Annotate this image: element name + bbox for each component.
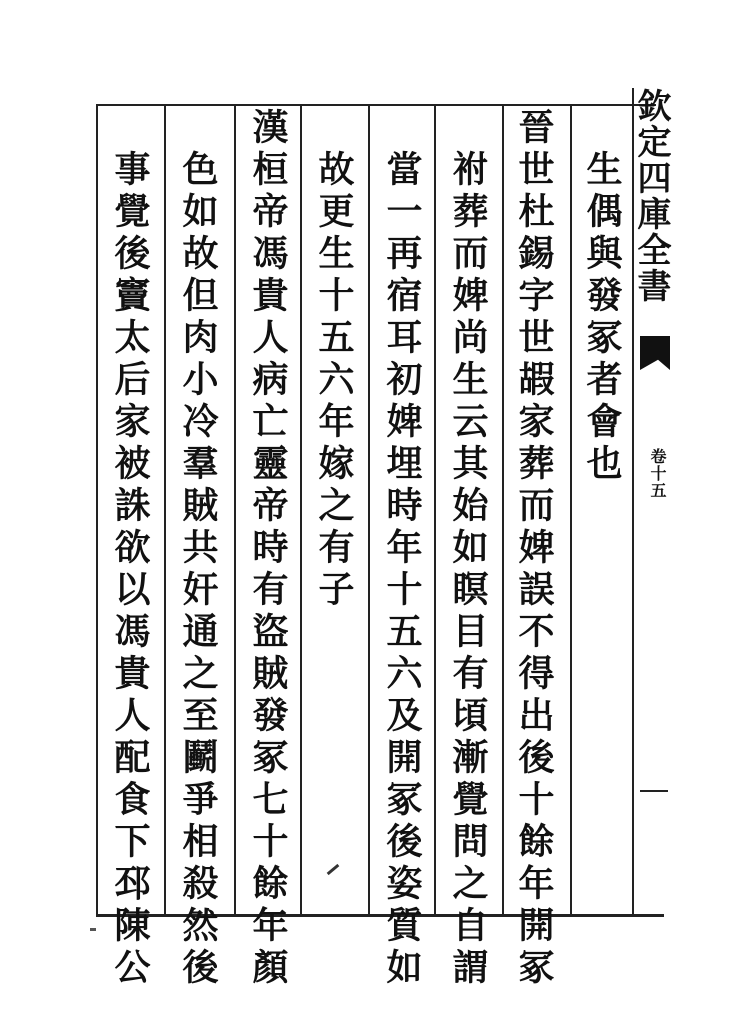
- text-column-1: 生偶與發冢者會也: [581, 150, 623, 486]
- text-column-4: 當一再宿耳初婢埋時年十五六及開冢後姿質如: [381, 150, 423, 990]
- text-column-8: 事覺後竇太后家被誅欲以馮貴人配食下邳陳公: [109, 150, 151, 990]
- text-column-6: 漢桓帝馮貴人病亡靈帝時有盜賊發冢七十餘年顏: [247, 108, 289, 990]
- fishtail-mark: [640, 336, 670, 370]
- book-title: 欽定四庫全書: [631, 88, 671, 304]
- column-rule: [368, 104, 370, 916]
- edge-mark: [90, 928, 96, 931]
- column-rule: [300, 104, 302, 916]
- volume-label: 卷十五: [648, 448, 667, 499]
- column-rule: [96, 104, 98, 916]
- column-rule: [164, 104, 166, 916]
- column-rule: [502, 104, 504, 916]
- ink-mark: [327, 864, 340, 875]
- frame-top-rule: [96, 104, 656, 106]
- column-rule: [434, 104, 436, 916]
- text-column-3: 祔葬而婢尚生云其始如瞑目有頃漸覺問之自謂: [447, 150, 489, 990]
- column-rule: [570, 104, 572, 916]
- margin-tick: [640, 790, 668, 792]
- text-column-2: 晉世杜錫字世嘏家葬而婢誤不得出後十餘年開冢: [513, 108, 555, 990]
- text-column-5: 故更生十五六年嫁之有子: [313, 150, 355, 612]
- column-rule: [234, 104, 236, 916]
- text-column-7: 色如故但肉小冷羣賊共奸通之至鬬爭相殺然後: [177, 150, 219, 990]
